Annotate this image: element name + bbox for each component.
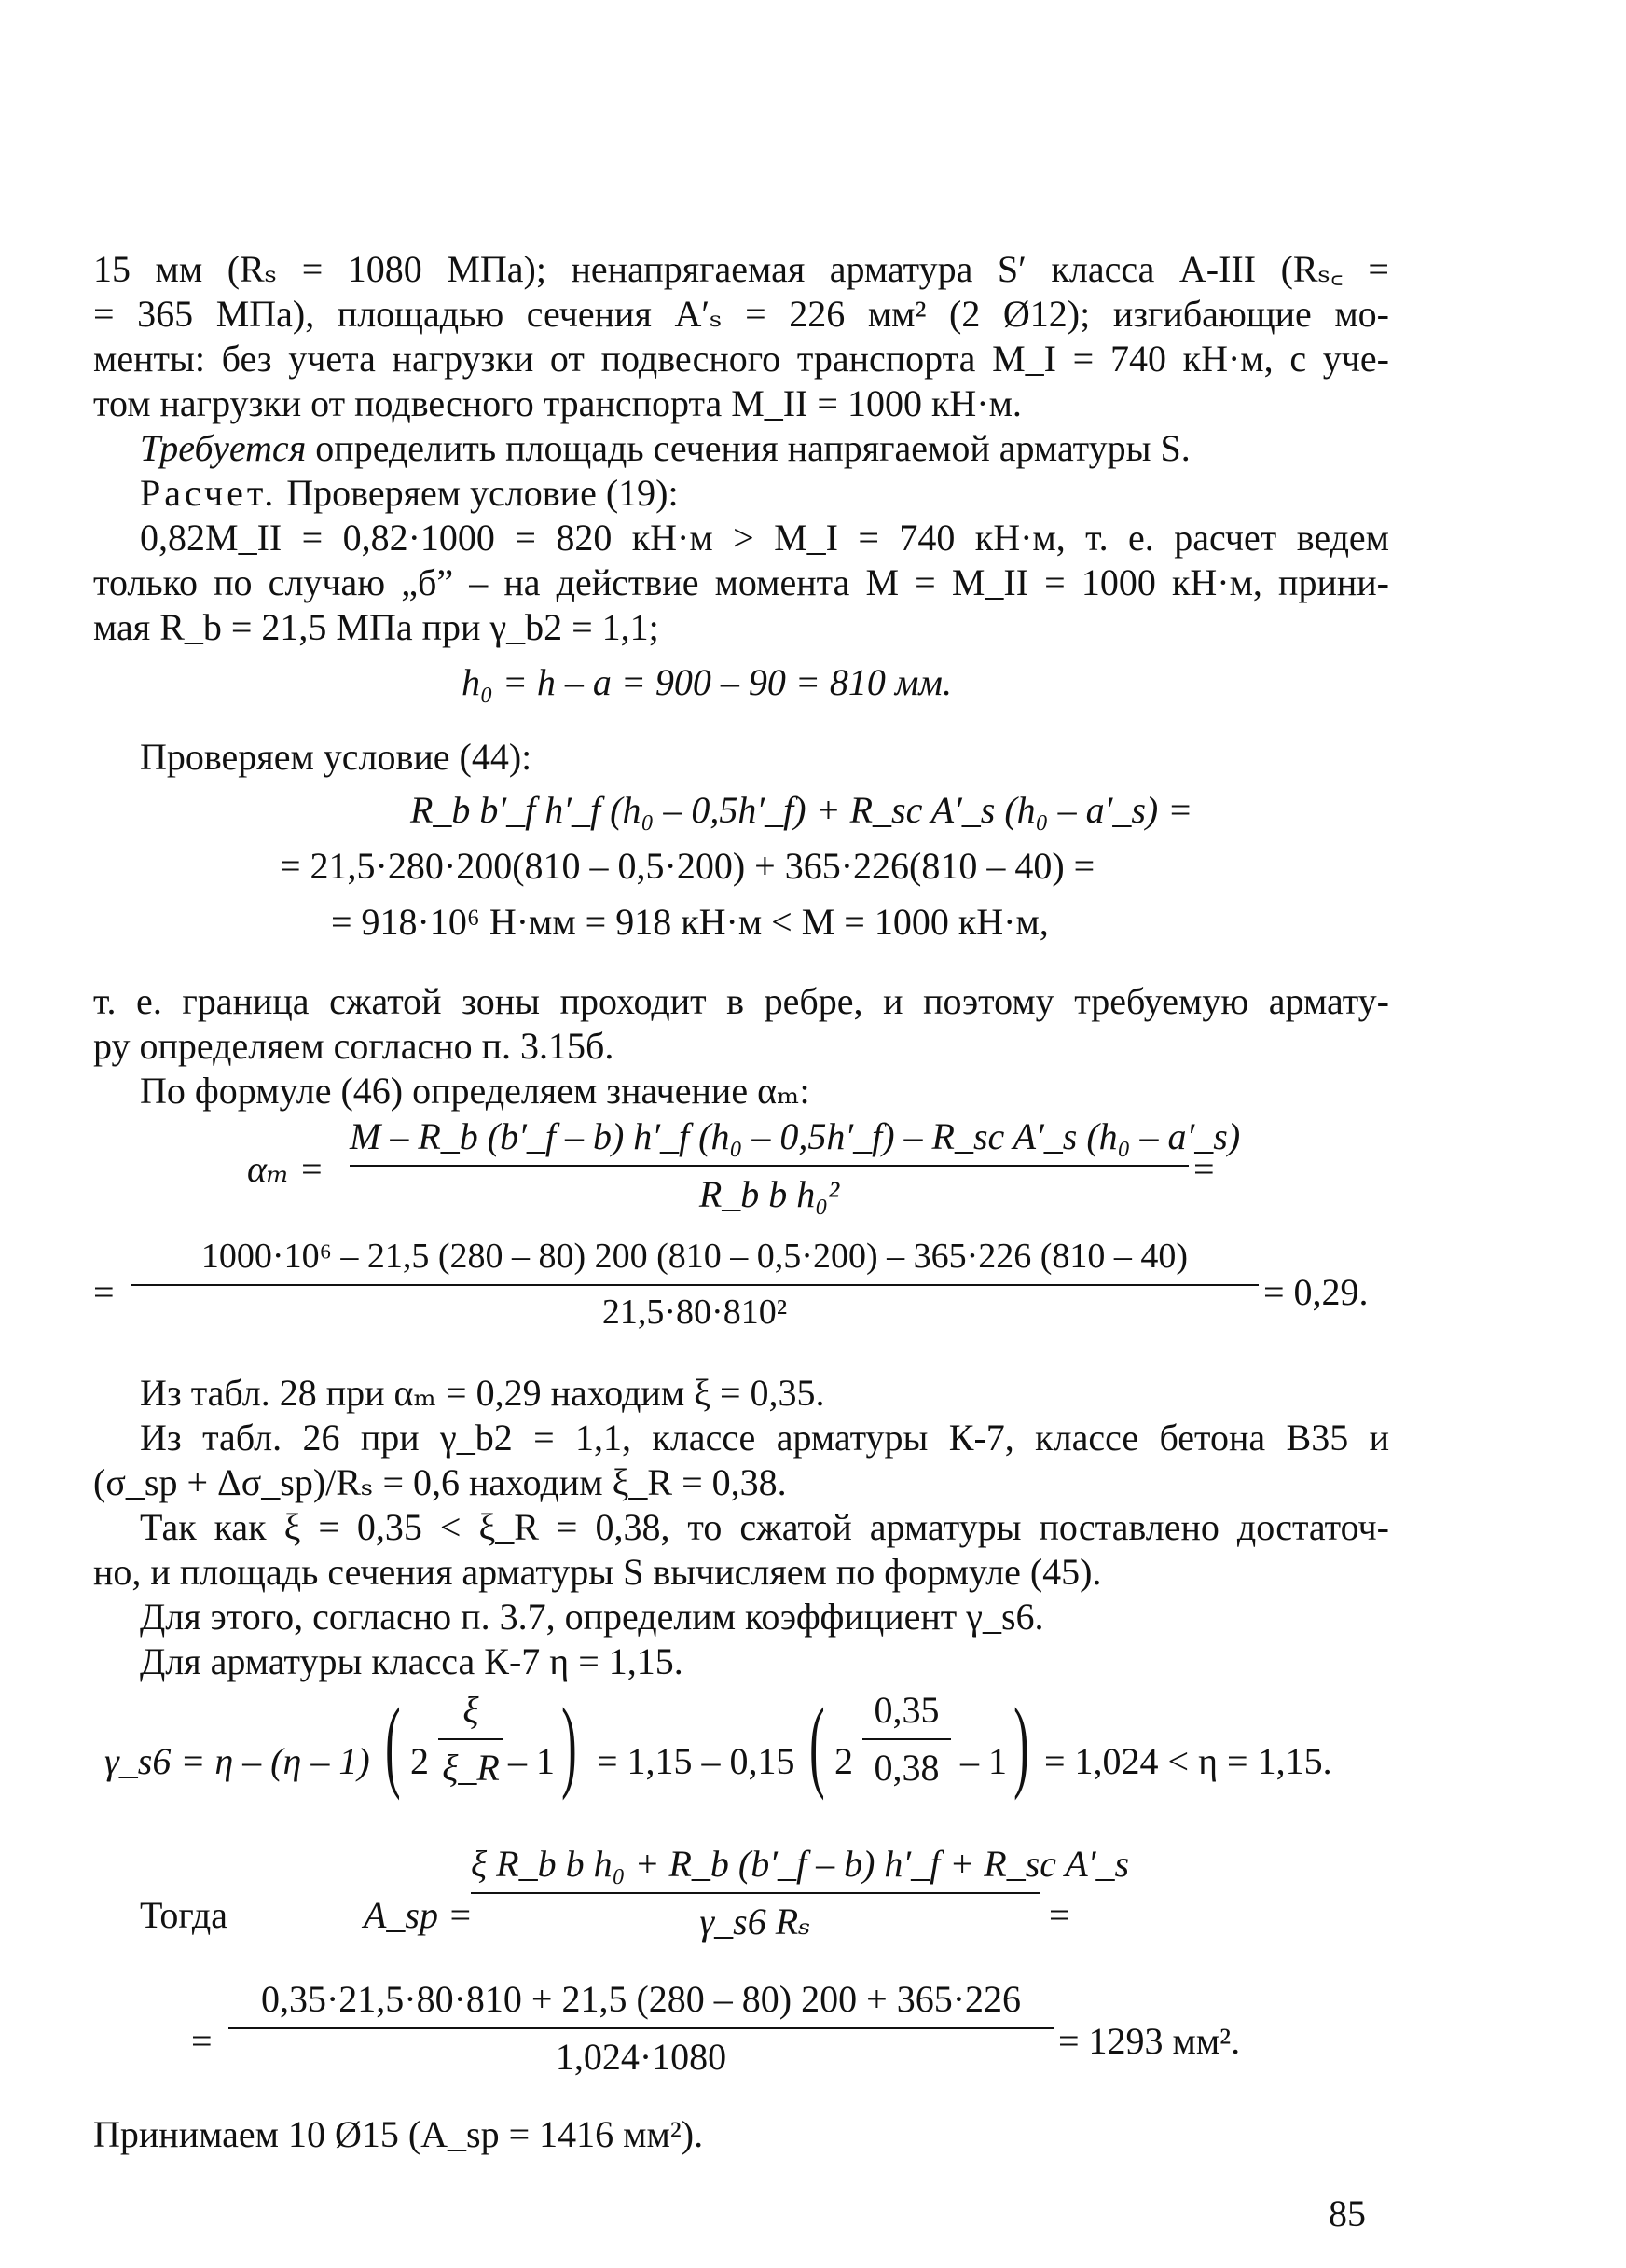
equation-44-line1: R_b b′_f h′_f (h₀ – 0,5h′_f) + R_sc A′_s (h₀ – a′_s) = (410, 789, 1193, 831)
text-line: Так как ξ = 0,35 < ξ_R = 0,38, то сжатой арматуры поставлено достаточ- (140, 1506, 1389, 1548)
ratio-denominator: 0,38 (874, 1747, 940, 1789)
asp-fraction (471, 1842, 1130, 1944)
text-line: Проверяем условие (44): (140, 736, 532, 778)
gamma-s6-result: = 1,024 < η = 1,15. (1044, 1740, 1332, 1782)
xi-ratio-fraction (438, 1688, 503, 1791)
page-number: 85 (1329, 2192, 1366, 2234)
alpha-m-denominator: R_b b h₀² (698, 1173, 840, 1215)
text-line: менты: без учета нагрузки от подвесного транспорта M_I = 740 кН·м, с уче- (93, 338, 1389, 380)
asp-result: = 1293 мм². (1058, 2020, 1241, 2062)
text-line: но, и площадь сечения арматуры S вычисляем по формуле (45). (93, 1551, 1102, 1593)
gamma-s6-minus-one: – 1 (960, 1740, 1007, 1782)
required-line (140, 426, 1191, 471)
text-line: = 365 МПа), площадью сечения A′ₛ = 226 мм² (2 Ø12); изгибающие мо- (93, 293, 1389, 335)
asp-numeric-denominator: 1,024·1080 (555, 2036, 727, 2078)
gamma-s6-lhs: γ_s6 = η – (η – 1) (104, 1740, 370, 1782)
text-line: 15 мм (Rₛ = 1080 МПа); ненапрягаемая арматура S′ класса A-III (Rₛ꜀ = (93, 248, 1389, 290)
calc-label: Расчет. (140, 472, 278, 514)
right-paren: ) (561, 1687, 577, 1801)
gamma-s6-inner-two: 2 (410, 1740, 429, 1782)
equals-sign: = (1193, 1148, 1215, 1190)
alpha-m-numeric-numerator: 1000·10⁶ – 21,5 (280 – 80) 200 (810 – 0,5·200) – 365·226 (810 – 40) (200, 1237, 1189, 1276)
asp-numeric-fraction (228, 1977, 1054, 2080)
left-paren: ( (809, 1687, 825, 1801)
equals-sign: = (191, 2020, 213, 2062)
asp-numeric-numerator: 0,35·21,5·80·810 + 21,5 (280 – 80) 200 + 365·226 (260, 1978, 1022, 2020)
calc-text: Проверяем условие (19): (277, 472, 679, 514)
alpha-m-numeric-fraction (131, 1236, 1259, 1334)
text-line: только по случаю „б” – на действие момента M = M_II = 1000 кН·м, прини- (93, 561, 1389, 603)
text-line: 0,82M_II = 0,82·1000 = 820 кН·м > M_I = 740 кН·м, т. е. расчет ведем (140, 517, 1389, 559)
required-text: определить площадь сечения напрягаемой арматуры S. (306, 427, 1191, 469)
xi-numerator: ξ (462, 1689, 479, 1731)
text-line: т. е. граница сжатой зоны проходит в ребре, и поэтому требуемую армату- (93, 980, 1389, 1022)
left-paren: ( (385, 1687, 401, 1801)
gamma-s6-inner-two: 2 (834, 1740, 853, 1782)
text-line: Из табл. 26 при γ_b2 = 1,1, классе арматуры К-7, классе бетона В35 и (140, 1417, 1389, 1459)
equation-44-line2: = 21,5·280·200(810 – 0,5·200) + 365·226(810 – 40) = (280, 845, 1095, 887)
alpha-m-lhs: αₘ = (247, 1148, 324, 1190)
text-line: Из табл. 28 при αₘ = 0,29 находим ξ = 0,35. (140, 1372, 825, 1414)
asp-lhs: A_sp = (364, 1894, 473, 1936)
fraction-bar (228, 2027, 1054, 2029)
fraction-bar (438, 1738, 503, 1740)
equals-sign: = (1049, 1894, 1070, 1936)
xi-r-denominator: ξ_R (442, 1747, 500, 1789)
fraction-bar (131, 1284, 1259, 1286)
alpha-m-numeric-denominator: 21,5·80·810² (601, 1292, 788, 1332)
text-line: По формуле (46) определяем значение αₘ: (140, 1070, 810, 1112)
text-line: мая R_b = 21,5 МПа при γ_b2 = 1,1; (93, 606, 659, 648)
text-line: (σ_sp + Δσ_sp)/Rₛ = 0,6 находим ξ_R = 0,38. (93, 1461, 787, 1503)
fraction-bar (471, 1892, 1040, 1894)
equation-h0: h₀ = h – a = 900 – 90 = 810 мм. (462, 661, 952, 703)
text-line: Для арматуры класса К-7 η = 1,15. (140, 1640, 683, 1682)
ratio-numerator: 0,35 (874, 1689, 940, 1731)
equation-44-line3: = 918·10⁶ Н·мм = 918 кН·м < M = 1000 кН·м, (331, 901, 1049, 943)
right-paren: ) (1013, 1687, 1029, 1801)
equals-sign: = (93, 1271, 115, 1313)
accept-line: Принимаем 10 Ø15 (A_sp = 1416 мм²). (93, 2113, 704, 2155)
fraction-bar (862, 1738, 951, 1740)
asp-denominator: γ_s6 Rₛ (699, 1901, 811, 1943)
then-label: Тогда (140, 1894, 227, 1936)
required-label: Требуется (140, 427, 307, 469)
text-line: том нагрузки от подвесного транспорта M_II = 1000 кН·м. (93, 382, 1022, 424)
asp-numerator: ξ R_b b h₀ + R_b (b′_f – b) h′_f + R_sc A′_s (471, 1843, 1130, 1885)
text-line: Для этого, согласно п. 3.7, определим коэффициент γ_s6. (140, 1596, 1044, 1638)
alpha-m-result: = 0,29. (1263, 1271, 1369, 1313)
alpha-m-fraction (350, 1114, 1241, 1217)
gamma-s6-mid: = 1,15 – 0,15 (597, 1740, 795, 1782)
calc-line (140, 471, 679, 516)
text-line: ру определяем согласно п. 3.15б. (93, 1025, 614, 1067)
gamma-s6-minus-one: – 1 (508, 1740, 555, 1782)
fraction-bar (350, 1165, 1189, 1167)
alpha-m-numerator: M – R_b (b′_f – b) h′_f (h₀ – 0,5h′_f) – R_sc A′_s (h₀ – a′_s) (350, 1115, 1241, 1157)
numeric-ratio-fraction (862, 1688, 951, 1791)
